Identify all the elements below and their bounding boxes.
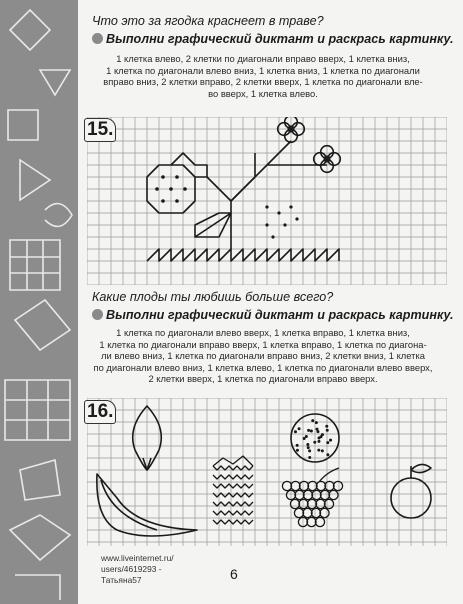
decorative-side-strip: [0, 0, 78, 604]
seed-dot: [161, 199, 165, 203]
ex16-task: [92, 308, 454, 322]
ex16-grid: [87, 398, 447, 546]
source-credit-line: users/4619293 -: [101, 564, 162, 574]
orange-leaf-icon: [411, 464, 431, 478]
ex15-instruction-line: 1 клетка по диагонали влево вниз, 1 клетка вниз, 1 клетка по диагонали: [106, 64, 420, 76]
source-credit-line: Татьяна57: [101, 575, 142, 585]
source-credit: [101, 553, 174, 586]
seed-dot: [317, 449, 320, 452]
start-dot: [271, 235, 274, 238]
ex16-number-badge: 16.: [84, 400, 116, 424]
seed-dot: [169, 187, 173, 191]
ex16-instruction-line: по диагонали влево вниз, 1 клетка влево, 1 клетка по диагонали влево вверх,: [93, 361, 433, 373]
seed-dot: [308, 456, 311, 459]
seed-dot: [321, 449, 324, 452]
seed-dot: [307, 446, 310, 449]
ex15-instructions: [78, 53, 448, 99]
grass-zigzag: [147, 249, 339, 261]
ex15-instruction-line: 1 клетка влево, 2 клетки по диагонали вправо вверх, 1 клетка вниз,: [116, 53, 410, 64]
seed-dot: [307, 429, 310, 432]
seed-dot: [155, 187, 159, 191]
ex15-task: [92, 32, 454, 46]
ex15-task-text: Выполни графический диктант и раскрась картинку.: [106, 32, 454, 46]
ex16-question: Какие плоды ты любишь больше всего?: [92, 290, 334, 304]
ex15-drawing-grid: [87, 117, 447, 285]
seed-dot: [311, 419, 314, 422]
ex15-number-badge: 15.: [84, 118, 116, 142]
ex16-drawing-grid: [87, 398, 447, 546]
seed-dot: [326, 429, 329, 432]
bullet-dot-icon: [92, 33, 103, 44]
page-number: 6: [230, 566, 238, 582]
start-dot: [265, 205, 268, 208]
bullet-dot-icon: [92, 309, 103, 320]
seed-dot: [303, 437, 306, 440]
seed-dot: [175, 199, 179, 203]
source-credit-line: www.liveinternet.ru/: [101, 553, 174, 563]
seed-dot: [308, 449, 311, 452]
start-dot: [295, 217, 298, 220]
seed-dot: [313, 441, 316, 444]
seed-dot: [306, 443, 309, 446]
seed-dot: [296, 444, 299, 447]
seed-dot: [298, 427, 301, 430]
ex15-grid: [87, 117, 447, 285]
seed-dot: [310, 429, 313, 432]
start-dot: [277, 211, 280, 214]
seed-dot: [296, 449, 299, 452]
start-dot: [265, 223, 268, 226]
seed-dot: [326, 453, 329, 456]
ex15-question: Что это за ягодка краснеет в траве?: [92, 14, 324, 28]
ex16-instruction-line: 1 клетка по диагонали вправо вверх, 1 клетка вправо, 1 клетка по диагона-: [99, 338, 427, 350]
seed-dot: [325, 425, 328, 428]
seed-dot: [175, 175, 179, 179]
ex16-task-text: Выполни графический диктант и раскрась картинку.: [106, 308, 454, 322]
ex16-instruction-line: 2 клетки вверх, 1 клетка по диагонали вправо вверх.: [148, 373, 378, 385]
seed-dot: [317, 440, 320, 443]
start-dot: [289, 205, 292, 208]
seed-dot: [183, 187, 187, 191]
seed-dot: [316, 428, 319, 431]
seed-dot: [161, 175, 165, 179]
geometric-pattern-illustration: [0, 0, 78, 604]
start-dot: [283, 223, 286, 226]
banana-inner-line: [101, 480, 157, 530]
seed-dot: [329, 439, 332, 442]
ex15-instruction-line: вправо вниз, 2 клетки вправо, 2 клетки вверх, 1 клетка по диагонали вле-: [103, 76, 423, 88]
ex16-instruction-line: 1 клетка по диагонали влево вверх, 1 клетка вправо, 1 клетка вниз,: [116, 327, 410, 338]
ex16-instruction-line: ли влево вниз, 1 клетка по диагонали вправо вниз, 2 клетки вниз, 1 клетка: [101, 350, 425, 362]
ex16-instructions: [78, 327, 448, 385]
seed-dot: [294, 430, 297, 433]
seed-dot: [315, 421, 318, 424]
seed-dot: [326, 441, 329, 444]
ex15-instruction-line: во вверх, 1 клетка влево.: [208, 87, 318, 99]
seed-dot: [321, 433, 324, 436]
